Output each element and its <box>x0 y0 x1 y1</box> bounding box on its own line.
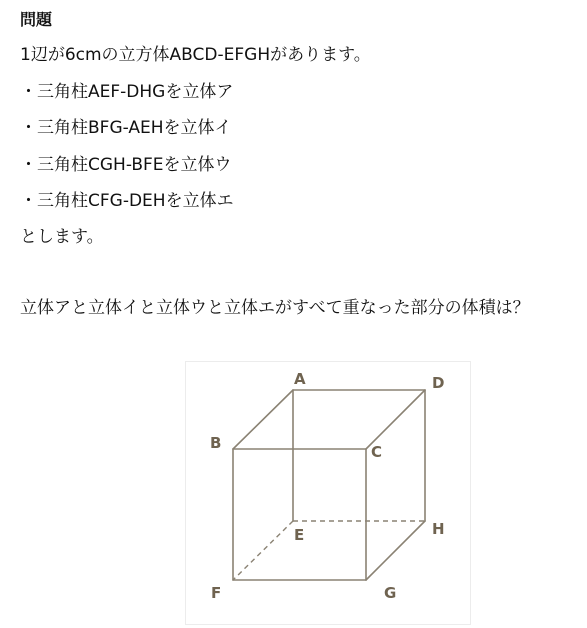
edge-dc <box>366 390 425 449</box>
solid-definition-d: ・三角柱CFG-DEHを立体エ <box>20 191 234 211</box>
vertex-label-c: C <box>371 443 383 461</box>
vertex-label-a: A <box>294 370 306 388</box>
vertex-label-f: F <box>211 584 222 602</box>
cube-diagram <box>186 362 470 624</box>
edge-ef-hidden <box>233 521 293 580</box>
problem-intro: 1辺が6cmの立方体ABCD-EFGHがあります。 <box>20 45 371 65</box>
vertex-label-h: H <box>432 520 445 538</box>
vertex-label-g: G <box>384 584 397 602</box>
vertex-label-d: D <box>432 374 445 392</box>
vertex-label-b: B <box>210 434 222 452</box>
edge-hg <box>366 521 425 580</box>
problem-closing: とします。 <box>20 227 104 247</box>
vertex-label-e: E <box>294 526 305 544</box>
problem-heading: 問題 <box>20 10 53 29</box>
problem-question: 立体アと立体イと立体ウと立体エがすべて重なった部分の体積は？ <box>20 298 530 318</box>
solid-definition-a: ・三角柱AEF-DHGを立体ア <box>20 82 234 102</box>
solid-definition-b: ・三角柱BFG-AEHを立体イ <box>20 118 232 138</box>
solid-definition-c: ・三角柱CGH-BFEを立体ウ <box>20 155 232 175</box>
cube-figure <box>186 362 470 624</box>
edge-ab <box>233 390 293 449</box>
